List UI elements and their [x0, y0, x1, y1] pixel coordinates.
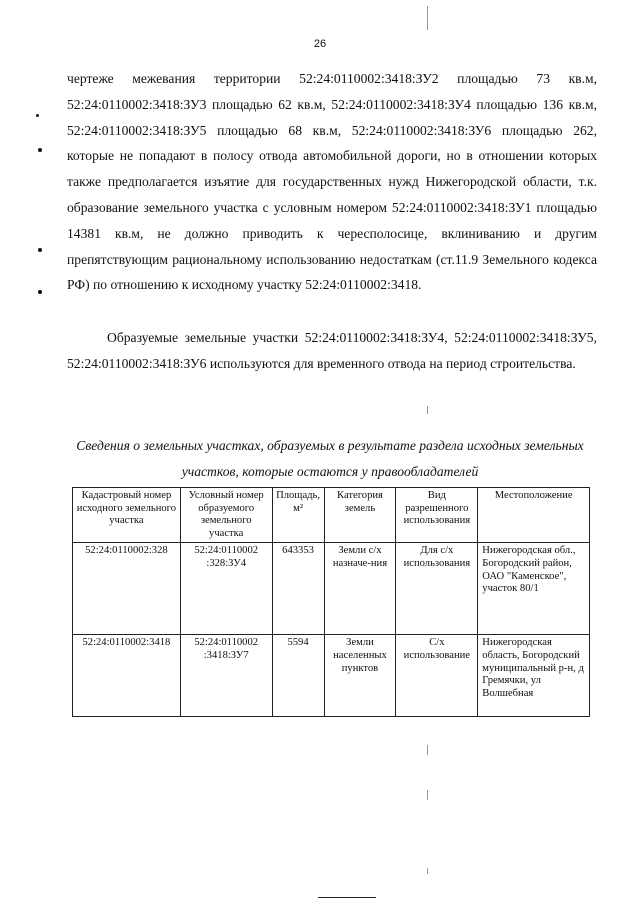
margin-bullet — [38, 148, 42, 152]
scan-artifact — [427, 868, 428, 874]
margin-bullet — [38, 248, 42, 252]
header-usage: Вид разрешенного использования — [396, 488, 478, 543]
cell-area: 5594 — [272, 635, 324, 717]
cell-usage: С/х использование — [396, 635, 478, 717]
scan-artifact — [427, 6, 428, 30]
header-area: Площадь, м² — [272, 488, 324, 543]
cell-category: Земли с/х назначе-ния — [324, 543, 396, 635]
cell-usage: Для с/х использования — [396, 543, 478, 635]
land-plots-table — [72, 487, 590, 717]
paragraph-land-plots: чертеже межевания территории 52:24:0110002:3418:ЗУ2 площадью 73 кв.м, 52:24:0110002:3418:ЗУ3 площадью 62 кв.м, 52:24:0110002:3418:ЗУ4 площадью 136 кв.м, 52:24:0110002:3418:ЗУ5 площадью 68 кв.м, 52:24:0110002:3418:ЗУ6 площадью 262, которые не попадают в полосу отвода автомобильной дороги, но в отношении которых также предполагается изъятие для государственных нужд Нижегородской области, т.к. образование земельного участка с условным номером 52:24:0110002:3418:ЗУ1 площадью 14381 кв.м, не должно приводить к чересполосице, вклиниванию и другим препятствующим рациональному использованию недостаткам (ст.11.9 Земельного кодекса РФ) по отношению к исходному участку 52:24:0110002:3418. — [67, 71, 597, 293]
paragraph-temporary-allocation: Образуемые земельные участки 52:24:0110002:3418:ЗУ4, 52:24:0110002:3418:ЗУ5, 52:24:0110002:3418:ЗУ6 используются для временного отвода на период строительства. — [67, 330, 597, 371]
cell-location: Нижегородская обл., Богородский район, ОАО "Каменское", участок 80/1 — [478, 543, 590, 635]
header-cadastral: Кадастровый номер исходного земельного участка — [73, 488, 181, 543]
table-row — [73, 635, 590, 717]
cell-conditional: 52:24:0110002 :328:ЗУ4 — [180, 543, 272, 635]
cell-cadastral: 52:24:0110002:3418 — [73, 635, 181, 717]
table-header-row — [73, 488, 590, 543]
scan-artifact — [427, 790, 428, 800]
cell-location: Нижегородская область, Богородский муниципальный р-н, д Гремячки, ул Волшебная — [478, 635, 590, 717]
table-caption: Сведения о земельных участках, образуемых в результате раздела исходных земельных участков, которые остаются у правообладателей — [76, 438, 584, 479]
header-category: Категория земель — [324, 488, 396, 543]
header-location: Местоположение — [478, 488, 590, 543]
margin-bullet — [38, 290, 42, 294]
table-row — [73, 543, 590, 635]
scan-artifact — [427, 406, 428, 414]
cell-category: Земли населенных пунктов — [324, 635, 396, 717]
cell-area: 643353 — [272, 543, 324, 635]
cell-cadastral: 52:24:0110002:328 — [73, 543, 181, 635]
header-conditional: Условный номер образуемого земельного участка — [180, 488, 272, 543]
margin-bullet — [36, 114, 39, 117]
footer-rule — [318, 897, 376, 898]
cell-conditional: 52:24:0110002 :3418:ЗУ7 — [180, 635, 272, 717]
scan-artifact — [427, 745, 428, 755]
page-number: 26 — [313, 38, 327, 50]
